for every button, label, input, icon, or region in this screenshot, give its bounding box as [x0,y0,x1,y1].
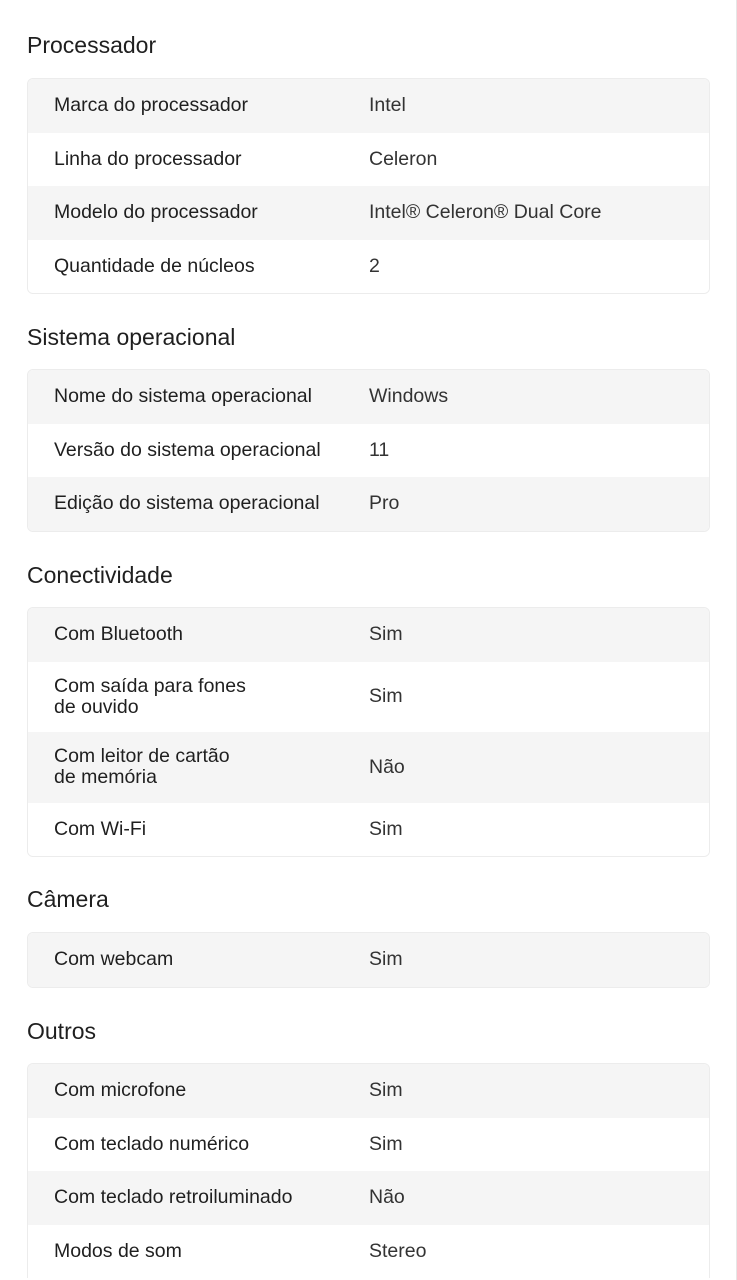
table-row [28,1118,709,1172]
spec-table [27,78,710,294]
spec-label: Com Wi-Fi [54,817,147,840]
table-row [28,477,709,531]
table-row [28,1064,709,1118]
table-row [28,133,709,187]
spec-label: Modelo do processador [54,201,258,224]
table-row [28,1171,709,1225]
spec-value: Celeron [369,147,438,170]
spec-value: Não [369,1186,405,1209]
spec-label: Linha do processador [54,147,242,170]
spec-value: Stereo [369,1239,427,1262]
spec-label: Com teclado retroiluminado [54,1186,293,1209]
table-row [28,732,709,803]
spec-value: Pro [369,492,400,515]
section-title: Outros [27,1018,97,1044]
table-row [28,370,709,424]
spec-label: Edição do sistema operacional [54,492,320,515]
spec-label-line: Com saída para fones [54,674,246,697]
spec-table [27,369,710,532]
spec-label [28,676,369,718]
table-row [28,79,709,133]
table-row [28,803,709,857]
spec-label-line: de ouvido [54,695,139,718]
spec-label: Quantidade de núcleos [54,254,255,277]
spec-value: 2 [369,254,380,277]
spec-table [27,932,710,988]
section-title: Conectividade [27,562,173,588]
table-row [28,1225,709,1279]
spec-value: Windows [369,385,449,408]
spec-value: Intel® Celeron® Dual Core [369,201,602,224]
table-row [28,662,709,733]
spec-label [28,746,369,788]
spec-value: Sim [369,1132,403,1155]
section-title: Processador [27,32,157,58]
spec-label: Com teclado numérico [54,1132,250,1155]
spec-value: Sim [369,623,403,646]
spec-value: Sim [369,1079,403,1102]
section-title: Sistema operacional [27,324,236,350]
spec-value: Sim [369,685,403,708]
spec-value: Não [369,755,405,778]
table-row [28,424,709,478]
spec-label-line: de memória [54,766,157,789]
table-row [28,186,709,240]
spec-value: Sim [369,817,403,840]
spec-label: Versão do sistema operacional [54,438,321,461]
spec-table [27,1063,710,1278]
spec-label: Com Bluetooth [54,623,183,646]
spec-value: 11 [369,438,390,461]
table-row [28,933,709,987]
spec-label: Marca do processador [54,94,249,117]
spec-label: Nome do sistema operacional [54,385,312,408]
spec-value: Intel [369,94,406,117]
spec-label: Modos de som [54,1239,182,1262]
spec-label: Com microfone [54,1079,187,1102]
table-row [28,240,709,294]
spec-label-line: Com leitor de cartão [54,745,230,768]
table-row [28,608,709,662]
spec-table [27,607,710,857]
spec-label: Com webcam [54,948,174,971]
spec-value: Sim [369,948,403,971]
section-title: Câmera [27,886,109,912]
